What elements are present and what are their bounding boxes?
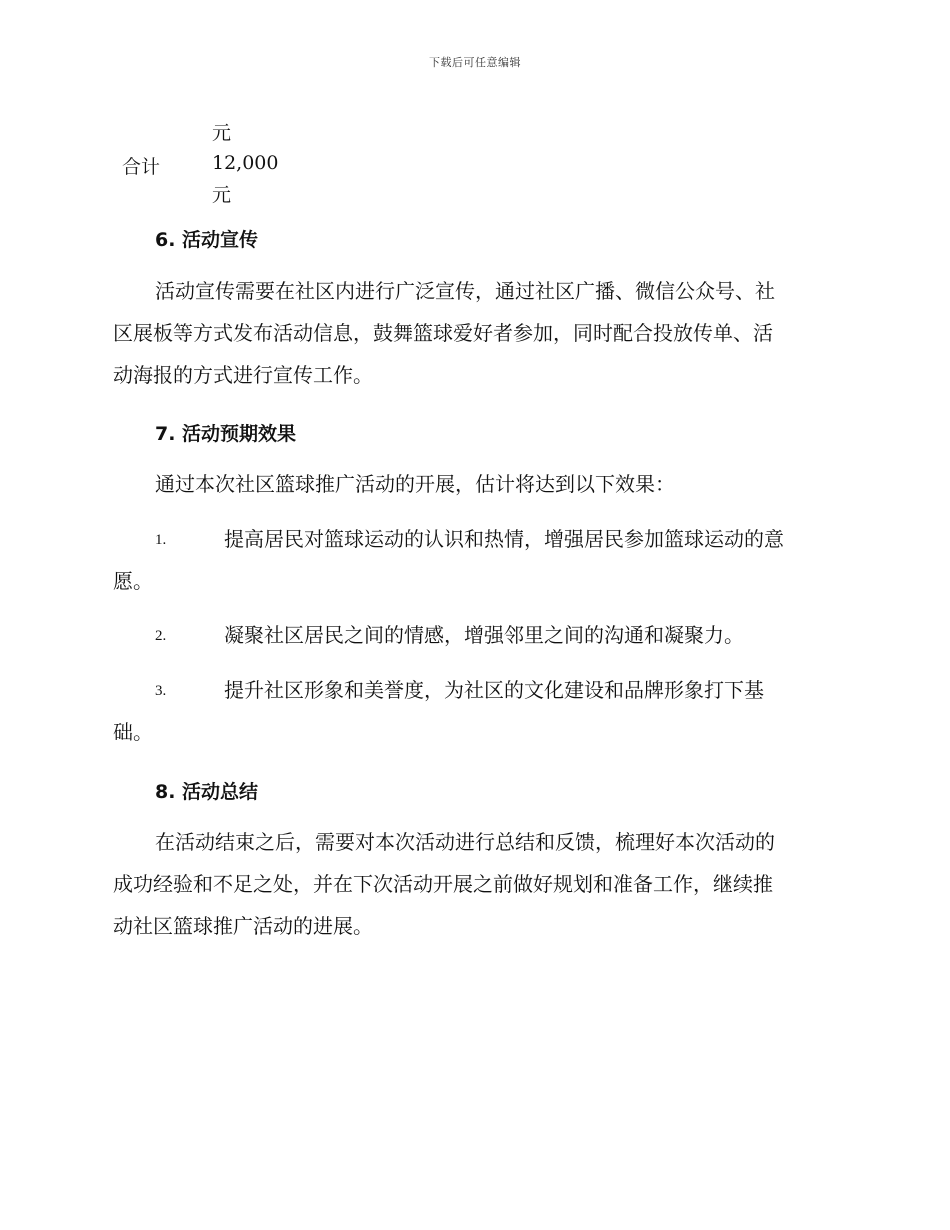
list-number: 1. xyxy=(155,532,167,548)
list-number: 2. xyxy=(155,628,167,644)
paragraph-line: 动海报的方式进行宣传工作。 xyxy=(113,363,373,387)
paragraph-line: 区展板等方式发布活动信息，鼓舞篮球爱好者参加，同时配合投放传单、活 xyxy=(113,321,773,345)
total-label: 合计 xyxy=(122,156,161,178)
paragraph-line: 动社区篮球推广活动的进展。 xyxy=(113,914,373,938)
total-amount: 12,000 xyxy=(212,152,279,174)
section-heading: 7. 活动预期效果 xyxy=(155,423,297,445)
prev-row-unit: 元 xyxy=(212,122,232,144)
section-heading: 8. 活动总结 xyxy=(155,781,259,803)
total-unit: 元 xyxy=(212,184,232,206)
paragraph-line: 在活动结束之后，需要对本次活动进行总结和反馈，梳理好本次活动的 xyxy=(155,830,775,854)
list-number: 3. xyxy=(155,683,167,699)
list-item-text: 愿。 xyxy=(113,569,153,593)
list-item-text: 凝聚社区居民之间的情感，增强邻里之间的沟通和凝聚力。 xyxy=(224,623,744,647)
list-item-text: 提高居民对篮球运动的认识和热情，增强居民参加篮球运动的意 xyxy=(224,527,784,551)
page-header-note: 下载后可任意编辑 xyxy=(429,56,521,69)
list-item-text: 提升社区形象和美誉度，为社区的文化建设和品牌形象打下基 xyxy=(224,678,764,702)
paragraph-line: 活动宣传需要在社区内进行广泛宣传，通过社区广播、微信公众号、社 xyxy=(155,279,775,303)
paragraph-line: 成功经验和不足之处，并在下次活动开展之前做好规划和准备工作，继续推 xyxy=(113,872,773,896)
list-item-text: 础。 xyxy=(113,720,153,744)
paragraph-line: 通过本次社区篮球推广活动的开展，估计将达到以下效果： xyxy=(155,472,675,496)
section-heading: 6. 活动宣传 xyxy=(155,229,259,251)
